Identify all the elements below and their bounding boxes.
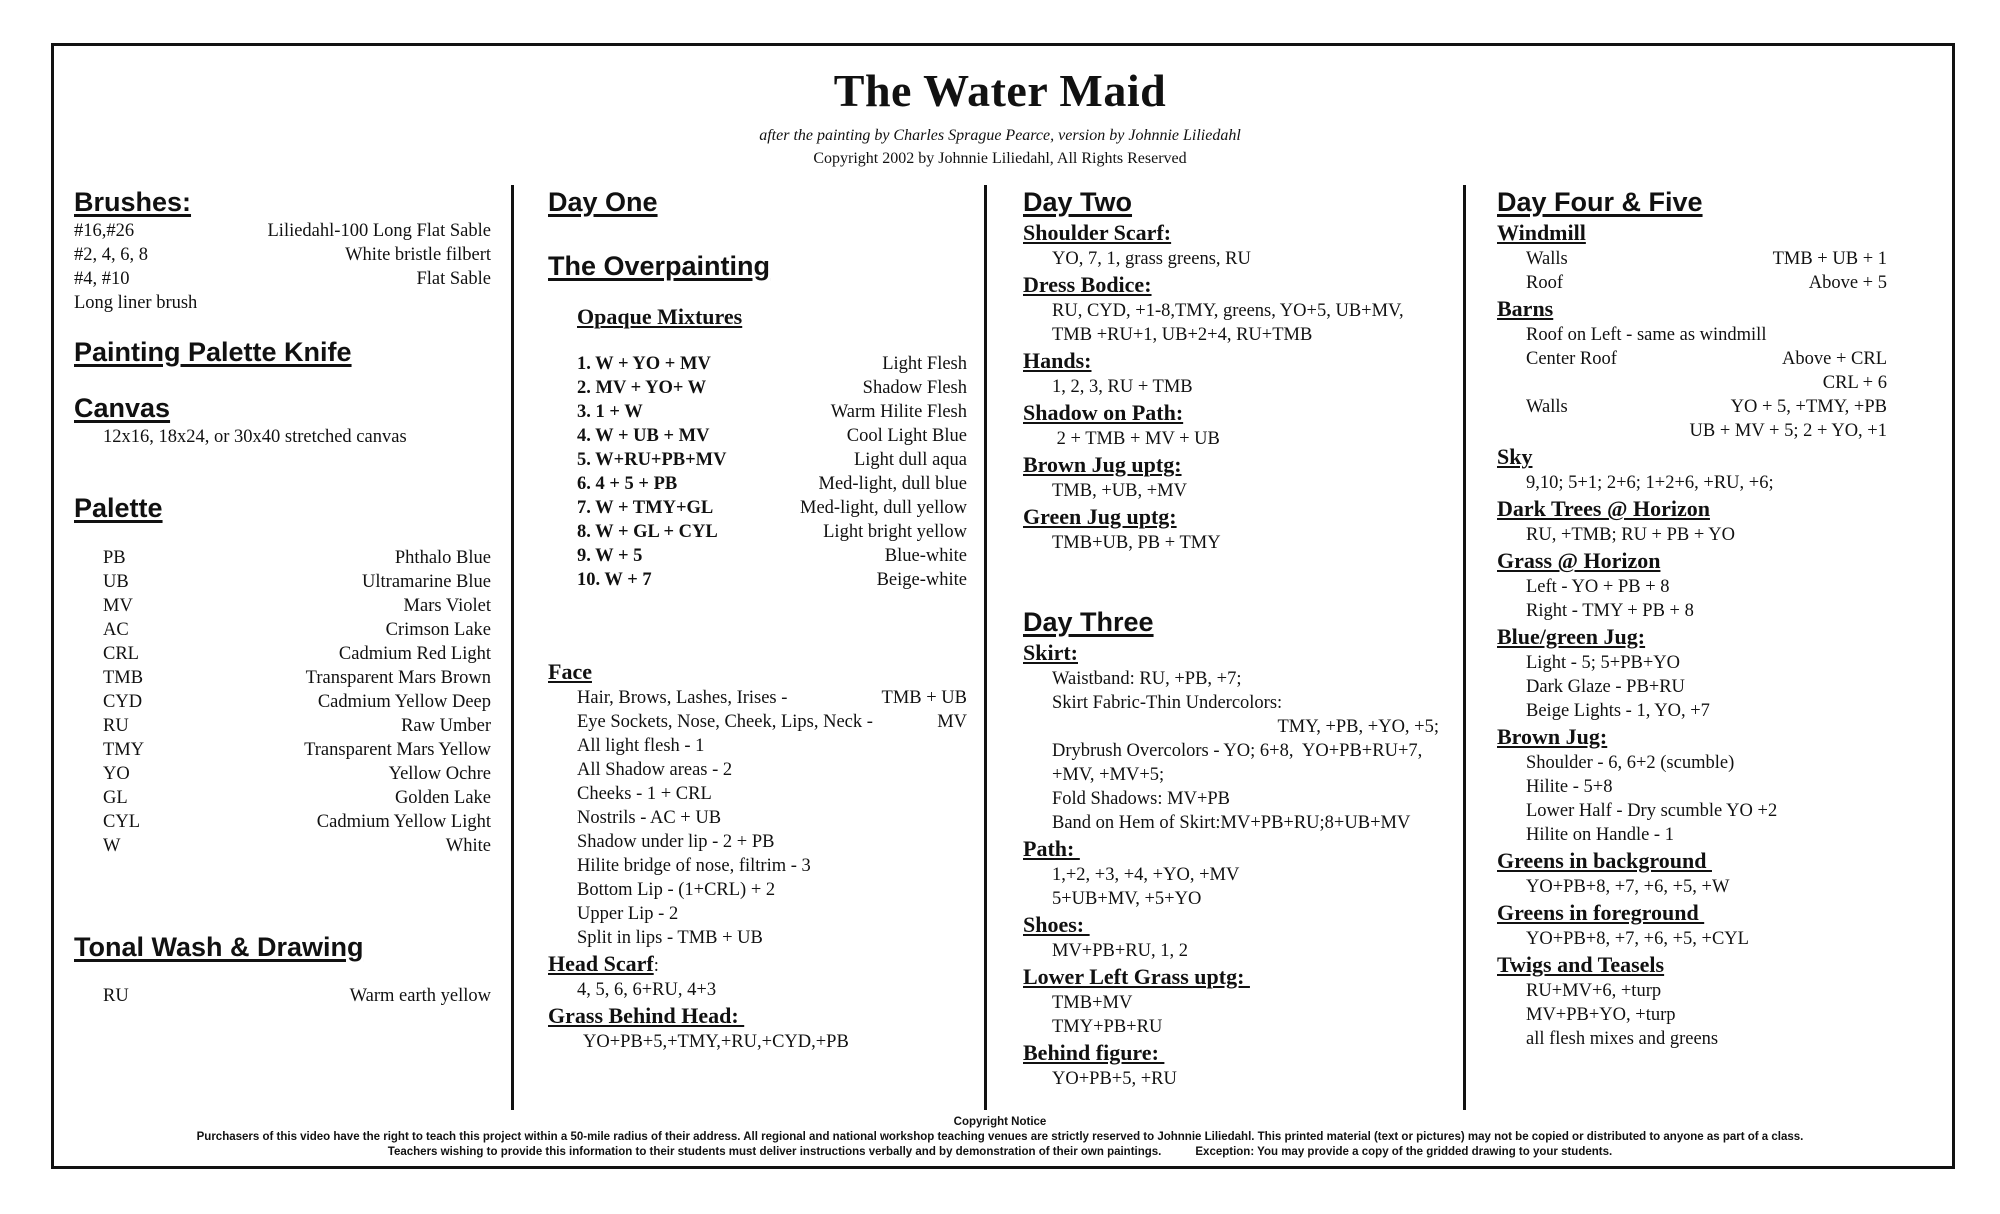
day-three-lines: [1023, 863, 1453, 911]
day-two-line: YO, 7, 1, grass greens, RU: [1052, 249, 1251, 269]
brush-item: [74, 267, 491, 291]
palette-item-label: GL: [103, 788, 128, 808]
brushes-heading: Brushes:: [74, 187, 192, 217]
day-three-lines: [1023, 991, 1453, 1039]
head-scarf-colon: :: [653, 956, 659, 976]
skirt-line: +MV, +MV+5;: [1052, 765, 1165, 785]
palette-item-value: Mars Violet: [403, 596, 491, 616]
opaque-mixture-label: 10. W + 7: [577, 570, 652, 590]
palette-item-label: CRL: [103, 644, 139, 664]
palette-section: [74, 491, 491, 858]
palette-item-label: RU: [103, 716, 129, 736]
face-section: [548, 658, 967, 950]
tonal-item: [74, 984, 491, 1008]
barns-row-label: Roof on Left - same as windmill: [1526, 325, 1767, 345]
opaque-mixture-label: 5. W+RU+PB+MV: [577, 450, 727, 470]
day-four-five-lines: [1497, 875, 1917, 899]
barns-row-value: UB + MV + 5; 2 + YO, +1: [1689, 421, 1887, 441]
palette-item: [74, 642, 491, 666]
day-four-five-heading: Sky: [1497, 444, 1533, 469]
canvas-section: [74, 391, 491, 449]
face-item: [577, 734, 967, 758]
day-four-five-line: Dark Glaze - PB+RU: [1526, 677, 1685, 697]
day-four-five-lines: [1497, 751, 1917, 847]
barns-section: [1497, 295, 1917, 443]
day-three-section: [1023, 1039, 1453, 1091]
palette-item-label: MV: [103, 596, 133, 616]
windmill-row-label: Walls: [1526, 249, 1568, 269]
barns-row: [1497, 371, 1917, 395]
opaque-mixture: [577, 448, 967, 472]
day-four-five-heading: Grass @ Horizon: [1497, 548, 1661, 573]
day-four-five-line: Hilite - 5+8: [1526, 777, 1613, 797]
day-four-five-lines: [1497, 651, 1917, 723]
day-four-five-lines: [1497, 979, 1917, 1051]
day-two-heading: Hands:: [1023, 348, 1092, 373]
day-four-five-lines: [1497, 927, 1917, 951]
day-two-line: 2 + TMB + MV + UB: [1052, 429, 1220, 449]
barns-row: [1497, 419, 1917, 443]
day-three-line: TMY+PB+RU: [1052, 1017, 1163, 1037]
day-three-heading: Behind figure:: [1023, 1040, 1165, 1065]
palette-item-label: PB: [103, 548, 126, 568]
opaque-mixture-label: 2. MV + YO+ W: [577, 378, 707, 398]
day-two-section: [1023, 503, 1453, 555]
day-two-heading: Shadow on Path:: [1023, 400, 1184, 425]
day-four-five-section: [1497, 847, 1917, 899]
palette-item-value: White: [445, 836, 491, 856]
opaque-mixture-label: 9. W + 5: [577, 546, 643, 566]
day-three-line: 1,+2, +3, +4, +YO, +MV: [1052, 865, 1240, 885]
copyright-notice-line-2: [0, 1145, 2000, 1160]
face-item: [577, 902, 967, 926]
day-three-line: YO+PB+5, +RU: [1052, 1069, 1177, 1089]
day-three-sections: [1023, 835, 1453, 1091]
head-scarf-text: 4, 5, 6, 6+RU, 4+3: [577, 980, 717, 1000]
day-four-five-heading: Twigs and Teasels: [1497, 952, 1665, 977]
day-three-section: [1023, 835, 1453, 911]
barns-row-label: Walls: [1526, 397, 1568, 417]
brushes-section: [74, 185, 491, 315]
face-item-label: Upper Lip - 2: [577, 904, 679, 924]
day-four-five-heading: Greens in background: [1497, 848, 1712, 873]
brush-item-value: Flat Sable: [416, 269, 491, 289]
opaque-mixture: [577, 520, 967, 544]
opaque-mixture-value: Beige-white: [876, 570, 967, 590]
face-item-label: Cheeks - 1 + CRL: [577, 784, 712, 804]
palette-heading: Palette: [74, 493, 163, 523]
day-two-sections: [1023, 219, 1453, 555]
brush-item-value: White bristle filbert: [345, 245, 491, 265]
opaque-mixtures-heading: Opaque Mixtures: [577, 304, 743, 329]
day-four-five-line: MV+PB+YO, +turp: [1526, 1005, 1676, 1025]
copyright-notice-title: Copyright Notice: [953, 1116, 1047, 1128]
day-two-heading: Dress Bodice:: [1023, 272, 1152, 297]
palette-item-value: Golden Lake: [394, 788, 491, 808]
palette-item-value: Yellow Ochre: [388, 764, 491, 784]
day-four-five-heading: Brown Jug:: [1497, 724, 1608, 749]
day-four-five-line: Lower Half - Dry scumble YO +2: [1526, 801, 1778, 821]
tonal-section: [74, 930, 491, 1008]
opaque-mixture: [577, 352, 967, 376]
barns-heading: Barns: [1497, 296, 1554, 321]
day-three-heading: Lower Left Grass uptg:: [1023, 964, 1250, 989]
opaque-mixture: [577, 568, 967, 592]
face-item: [577, 926, 967, 950]
day-two-lines: [1023, 427, 1453, 451]
face-item: [577, 878, 967, 902]
face-item: [577, 854, 967, 878]
day-four-five-section: [1497, 623, 1917, 723]
palette-item-label: W: [103, 836, 121, 856]
skirt-section: [1023, 639, 1453, 835]
day-three-heading: Day Three: [1023, 607, 1154, 637]
face-item-value: MV: [937, 712, 967, 732]
day-four-five-lines: [1497, 523, 1917, 547]
face-item: [577, 782, 967, 806]
palette-item: [74, 810, 491, 834]
face-item: [577, 830, 967, 854]
day-four-five-heading: Day Four & Five: [1497, 187, 1703, 217]
day-two-heading: Day Two: [1023, 187, 1133, 217]
windmill-section: [1497, 219, 1917, 295]
face-item-label: Bottom Lip - (1+CRL) + 2: [577, 880, 776, 900]
palette-list: [74, 546, 491, 858]
overpainting-heading: The Overpainting: [548, 251, 771, 281]
day-two-section: [1023, 451, 1453, 503]
barns-row-value: Above + CRL: [1782, 349, 1887, 369]
windmill-row-label: Roof: [1526, 273, 1563, 293]
day-three-line: 5+UB+MV, +5+YO: [1052, 889, 1202, 909]
palette-item-value: Crimson Lake: [385, 620, 491, 640]
face-item: [577, 686, 967, 710]
day-four-five-line: Light - 5; 5+PB+YO: [1526, 653, 1680, 673]
skirt-line: Skirt Fabric-Thin Undercolors:: [1052, 693, 1283, 713]
skirt-line: Band on Hem of Skirt:MV+PB+RU;8+UB+MV: [1052, 813, 1411, 833]
day-three-line: MV+PB+RU, 1, 2: [1052, 941, 1189, 961]
opaque-mixture-label: 1. W + YO + MV: [577, 354, 711, 374]
face-item: [577, 806, 967, 830]
opaque-mixture-value: Cool Light Blue: [846, 426, 967, 446]
palette-item: [74, 666, 491, 690]
face-heading: Face: [548, 659, 592, 684]
day-two-line: 1, 2, 3, RU + TMB: [1052, 377, 1193, 397]
opaque-mixture-label: 3. 1 + W: [577, 402, 643, 422]
day-two-section: [1023, 271, 1453, 347]
opaque-mixture-value: Light Flesh: [882, 354, 967, 374]
palette-item: [74, 834, 491, 858]
brush-item: [74, 219, 491, 243]
palette-item: [74, 690, 491, 714]
day-two-lines: [1023, 299, 1453, 347]
opaque-mixture-value: Med-light, dull yellow: [800, 498, 967, 518]
tonal-item-label: RU: [103, 986, 129, 1006]
barns-rows: [1497, 323, 1917, 443]
tonal-item-value: Warm earth yellow: [349, 986, 491, 1006]
knife-section: [74, 335, 491, 369]
palette-item: [74, 738, 491, 762]
day-four-five-line: RU, +TMB; RU + PB + YO: [1526, 525, 1735, 545]
face-item-label: Nostrils - AC + UB: [577, 808, 722, 828]
page-subtitle: after the painting by Charles Sprague Pearce, version by Johnnie Liliedahl: [759, 127, 1241, 144]
day-three-lines: [1023, 939, 1453, 963]
day-four-five-line: Shoulder - 6, 6+2 (scumble): [1526, 753, 1735, 773]
palette-item-value: Cadmium Yellow Light: [316, 812, 491, 832]
day-four-five-heading: Blue/green Jug:: [1497, 624, 1646, 649]
tonal-heading: Tonal Wash & Drawing: [74, 932, 364, 962]
palette-item: [74, 618, 491, 642]
opaque-mixture-label: 6. 4 + 5 + PB: [577, 474, 678, 494]
grass-behind-head-section: [548, 1002, 967, 1054]
palette-item-label: AC: [103, 620, 129, 640]
opaque-mixture-value: Shadow Flesh: [862, 378, 967, 398]
day-two-line: RU, CYD, +1-8,TMY, greens, YO+5, UB+MV,: [1052, 301, 1404, 321]
day-four-five-section: [1497, 899, 1917, 951]
opaque-mixture: [577, 472, 967, 496]
day-three-section: [1023, 911, 1453, 963]
page-title: The Water Maid: [833, 65, 1167, 116]
opaque-mixture: [577, 376, 967, 400]
day-two-lines: [1023, 531, 1453, 555]
face-item-label: Eye Sockets, Nose, Cheek, Lips, Neck -: [577, 712, 873, 732]
face-item-label: Shadow under lip - 2 + PB: [577, 832, 775, 852]
opaque-mixture-label: 7. W + TMY+GL: [577, 498, 714, 518]
palette-item: [74, 714, 491, 738]
palette-item: [74, 546, 491, 570]
day-four-five-lines: [1497, 471, 1917, 495]
copyright-notice-line-1: Purchasers of this video have the right to teach this project within a 50-mile radius of their address. All regional and national workshop teaching venues are strictly reserved to Johnnie Liliedahl. This printed material (text or pictures) may not be copied or distributed to anyone as part of a class.: [196, 1131, 1804, 1143]
day-two-section: [1023, 347, 1453, 399]
palette-item-value: Phthalo Blue: [394, 548, 491, 568]
day-two-heading: Brown Jug uptg:: [1023, 452, 1182, 477]
day-four-five-heading: Greens in foreground: [1497, 900, 1705, 925]
copyright-line: Copyright 2002 by Johnnie Liliedahl, All Rights Reserved: [813, 150, 1187, 167]
day-two-section: [1023, 219, 1453, 271]
knife-heading: Painting Palette Knife: [74, 337, 352, 367]
windmill-row-value: TMB + UB + 1: [1772, 249, 1887, 269]
day-four-five-section: [1497, 723, 1917, 847]
column-divider: [511, 185, 514, 1110]
day-four-five-line: RU+MV+6, +turp: [1526, 981, 1662, 1001]
opaque-mixture-value: Light dull aqua: [853, 450, 967, 470]
face-item-label: Hair, Brows, Lashes, Irises -: [577, 688, 788, 708]
grass-behind-head-heading: Grass Behind Head:: [548, 1003, 745, 1028]
brush-item-label: #2, 4, 6, 8: [74, 245, 148, 265]
skirt-undercolors: TMY, +PB, +YO, +5;: [1277, 717, 1439, 737]
barns-row-value: YO + 5, +TMY, +PB: [1730, 397, 1887, 417]
skirt-line: Drybrush Overcolors - YO; 6+8, YO+PB+RU+7,: [1052, 741, 1423, 761]
skirt-heading: Skirt:: [1023, 640, 1078, 665]
brush-item-label: #16,#26: [74, 221, 135, 241]
opaque-mixture-label: 4. W + UB + MV: [577, 426, 710, 446]
windmill-heading: Windmill: [1497, 220, 1586, 245]
head-scarf-section: [548, 950, 967, 1002]
day-four-five-line: Left - YO + PB + 8: [1526, 577, 1670, 597]
day-three-lines: [1023, 1067, 1453, 1091]
palette-item: [74, 786, 491, 810]
brush-item-label: #4, #10: [74, 269, 130, 289]
face-item-label: Hilite bridge of nose, filtrim - 3: [577, 856, 811, 876]
barns-row: [1497, 323, 1917, 347]
day-two-line: TMB, +UB, +MV: [1052, 481, 1187, 501]
day-four-five-sections: [1497, 443, 1917, 1051]
day-three-line: TMB+MV: [1052, 993, 1133, 1013]
grass-behind-head-text: YO+PB+5,+TMY,+RU,+CYD,+PB: [583, 1032, 849, 1052]
opaque-mixture: [577, 424, 967, 448]
brush-item-value: Liliedahl-100 Long Flat Sable: [267, 221, 491, 241]
opaque-mixture-value: Light bright yellow: [823, 522, 967, 542]
copyright-notice-exception: Exception: You may provide a copy of the gridded drawing to your students.: [1195, 1146, 1613, 1158]
skirt-lines: [1023, 667, 1453, 715]
palette-item: [74, 594, 491, 618]
opaque-mixture-value: Blue-white: [884, 546, 967, 566]
palette-item-label: CYD: [103, 692, 143, 712]
windmill-row: [1497, 271, 1917, 295]
column-divider: [984, 185, 987, 1110]
brushes-list: [74, 219, 491, 315]
palette-item: [74, 762, 491, 786]
palette-item-value: Transparent Mars Brown: [305, 668, 491, 688]
opaque-mixture-value: Med-light, dull blue: [818, 474, 967, 494]
opaque-mixture: [577, 544, 967, 568]
day-two-lines: [1023, 375, 1453, 399]
day-four-five-section: [1497, 547, 1917, 623]
day-four-five-line: YO+PB+8, +7, +6, +5, +W: [1526, 877, 1730, 897]
column-day-two-three: [1023, 185, 1453, 1105]
day-four-five-line: YO+PB+8, +7, +6, +5, +CYL: [1526, 929, 1749, 949]
canvas-text: 12x16, 18x24, or 30x40 stretched canvas: [103, 427, 407, 447]
opaque-mixtures-list: [577, 352, 967, 592]
palette-item-label: TMY: [103, 740, 145, 760]
barns-row: [1497, 347, 1917, 371]
head-scarf-heading: Head Scarf: [548, 951, 654, 976]
tonal-list: [74, 984, 491, 1008]
day-one-heading: Day One: [548, 187, 658, 217]
brush-item: [74, 291, 491, 315]
day-four-five-line: Hilite on Handle - 1: [1526, 825, 1674, 845]
windmill-row: [1497, 247, 1917, 271]
column-divider: [1463, 185, 1466, 1110]
day-four-five-section: [1497, 443, 1917, 495]
day-two-line: TMB+UB, PB + TMY: [1052, 533, 1221, 553]
column-day-four-five: [1497, 185, 1917, 1105]
skirt-line: Waistband: RU, +PB, +7;: [1052, 669, 1242, 689]
palette-item-label: TMB: [103, 668, 144, 688]
windmill-row-value: Above + 5: [1808, 273, 1887, 293]
column-materials: [74, 185, 491, 1105]
day-four-five-line: Beige Lights - 1, YO, +7: [1526, 701, 1710, 721]
copyright-notice: [0, 1115, 2000, 1160]
barns-row: [1497, 395, 1917, 419]
column-day-one: [548, 185, 967, 1105]
palette-item-label: CYL: [103, 812, 140, 832]
face-item: [577, 710, 967, 734]
day-three-heading: Path:: [1023, 836, 1080, 861]
brush-item: [74, 243, 491, 267]
day-two-lines: [1023, 247, 1453, 271]
palette-item: [74, 570, 491, 594]
day-two-section: [1023, 399, 1453, 451]
face-list: [548, 686, 967, 950]
palette-item-value: Raw Umber: [401, 716, 491, 736]
day-four-five-section: [1497, 951, 1917, 1051]
face-item-label: All Shadow areas - 2: [577, 760, 733, 780]
day-four-five-line: Right - TMY + PB + 8: [1526, 601, 1694, 621]
copyright-notice-teachers: Teachers wishing to provide this information to their students must deliver instructions verbally and by demonstration of their own paintings.: [387, 1146, 1162, 1158]
palette-item-value: Transparent Mars Yellow: [304, 740, 491, 760]
day-two-line: TMB +RU+1, UB+2+4, RU+TMB: [1052, 325, 1313, 345]
face-item-value: TMB + UB: [881, 688, 967, 708]
day-three-section: [1023, 963, 1453, 1039]
palette-item-value: Cadmium Yellow Deep: [317, 692, 491, 712]
face-item: [577, 758, 967, 782]
day-four-five-lines: [1497, 575, 1917, 623]
opaque-mixture-value: Warm Hilite Flesh: [830, 402, 967, 422]
day-four-five-line: all flesh mixes and greens: [1526, 1029, 1719, 1049]
skirt-line: Fold Shadows: MV+PB: [1052, 789, 1230, 809]
face-item-label: All light flesh - 1: [577, 736, 705, 756]
day-two-heading: Green Jug uptg:: [1023, 504, 1177, 529]
barns-row-value: CRL + 6: [1822, 373, 1887, 393]
opaque-mixture: [577, 496, 967, 520]
day-two-lines: [1023, 479, 1453, 503]
opaque-mixture-label: 8. W + GL + CYL: [577, 522, 718, 542]
palette-item-label: UB: [103, 572, 129, 592]
day-four-five-section: [1497, 495, 1917, 547]
palette-item-label: YO: [103, 764, 130, 784]
barns-row-label: Center Roof: [1526, 349, 1617, 369]
face-item-label: Split in lips - TMB + UB: [577, 928, 763, 948]
palette-item-value: Cadmium Red Light: [338, 644, 491, 664]
palette-item-value: Ultramarine Blue: [362, 572, 491, 592]
day-four-five-heading: Dark Trees @ Horizon: [1497, 496, 1710, 521]
brush-item-label: Long liner brush: [74, 293, 198, 313]
skirt-lines-2: [1023, 739, 1453, 835]
day-four-five-line: 9,10; 5+1; 2+6; 1+2+6, +RU, +6;: [1526, 473, 1774, 493]
opaque-mixture: [577, 400, 967, 424]
windmill-rows: [1497, 247, 1917, 295]
canvas-heading: Canvas: [74, 393, 171, 423]
day-two-heading: Shoulder Scarf:: [1023, 220, 1172, 245]
day-three-heading: Shoes:: [1023, 912, 1090, 937]
